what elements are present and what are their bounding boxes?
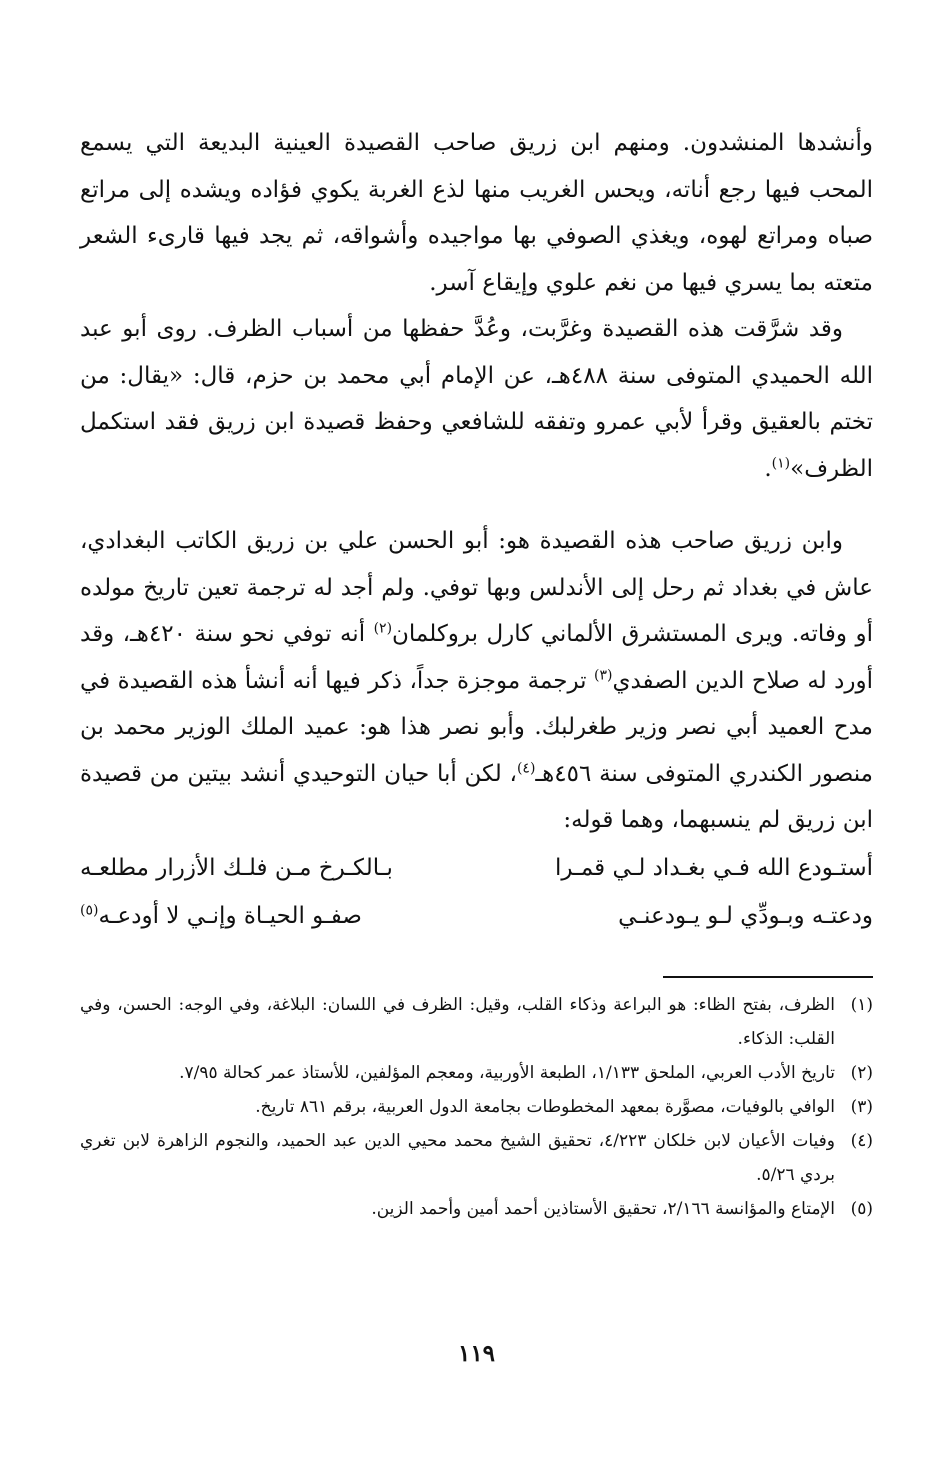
footnote-number: (٤) (850, 1130, 873, 1151)
paragraph-1-text: وأنشدها المنشدون. ومنهم ابن زريق صاحب القصيدة العينية البديعة التي يسمع المحب فيها رجع أناته، ويحس الغريب منها لذع الغربة يكوي فؤاده ويشده إلى مراتع صباه ومراتع لهوه، ويغذي الصوفي بها مواجيده وأشواقه، ثم يجد فيها قارىء الشعر متعته بما يسري فيها من نغم علوي وإيقاع آسر. (80, 130, 873, 296)
footnote-5 (80, 1192, 873, 1226)
footnote-divider (663, 976, 873, 978)
footnote-ref-2[interactable]: (٢) (373, 620, 393, 637)
footnote-3 (80, 1090, 873, 1124)
book-page (80, 120, 873, 1457)
footnote-ref-3[interactable]: (٣) (594, 666, 613, 683)
paragraph-gap (80, 492, 873, 518)
footnote-ref-1[interactable]: (١) (771, 454, 791, 471)
paragraph-3-text-a: وابن زريق صاحب هذه القصيدة هو: أبو الحسن علي بن زريق الكاتب البغدادي، عاش في بغداد ثم رحل إلى الأندلس وبها توفي. ولم أجد له ترجمة تعين تاريخ مولده أو وفاته. ويرى المستشرق الألماني كارل بروكلمان (80, 528, 873, 647)
page-number: ١١٩ (457, 1340, 496, 1367)
poem-verse-1 (80, 844, 873, 892)
verse-2-second-text: صفـو الحيـاة وإنـي لا أودعـه (98, 902, 362, 929)
verse-2-second-hemistich (80, 892, 362, 940)
footnote-number: (٣) (850, 1096, 873, 1117)
poem-verses (80, 844, 873, 940)
poem-verse-2 (80, 892, 873, 940)
footnote-text: تاريخ الأدب العربي، الملحق ١/١٣٣، الطبعة الأوربية، ومعجم المؤلفين، للأستاذ عمر كحالة ٧/٩٥. (179, 1062, 835, 1083)
paragraph-3-text-b: أنه توفي نحو سنة ٤٢٠هـ، وقد أورد له صلاح الدين الصفدي (80, 621, 873, 694)
paragraph-3-text-d: ، لكن أبا حيان التوحيدي أنشد بيتين من قصيدة ابن زريق لم ينسبهما، وهما قوله: (80, 760, 873, 833)
verse-2-first-hemistich: ودعتـه وبـودِّي لـو يـودعنـي (618, 902, 873, 929)
footnote-4 (80, 1124, 873, 1192)
footnotes (80, 988, 873, 1226)
paragraph-3 (80, 518, 873, 844)
paragraph-3-text-c: ترجمة موجزة جداً، ذكر فيها أنه أنشأ هذه القصيدة في مدح العميد أبي نصر وزير طغرلبك. وأبو نصر هذا هو: عميد الملك الوزير محمد بن منصور الكندري المتوفى سنة ٤٥٦هـ (80, 667, 874, 787)
paragraph-2-text: وقد شرَّقت هذه القصيدة وغرَّبت، وعُدَّ حفظها من أسباب الظرف. روى أبو عبد الله الحميدي المتوفى سنة ٤٨٨هـ، عن الإمام أبي محمد بن حزم، قال: «يقال: من تختم بالعقيق وقرأ لأبي عمرو وتفقه للشافعي وحفظ قصيدة ابن زريق فقد استكمل الظرف» (80, 316, 873, 482)
footnote-number: (٢) (850, 1062, 873, 1083)
footnote-text: الظرف، بفتح الظاء: هو البراعة وذكاء القلب، وقيل: الظرف في اللسان: البلاغة، وفي الوجه: الحسن، وفي القلب: الذكاء. (80, 994, 835, 1049)
footnote-ref-4[interactable]: (٤) (516, 759, 536, 776)
verse-1-first-hemistich: أستـودع الله فـي بغـداد لـي قمـرا (555, 854, 873, 881)
paragraph-2-end: . (764, 455, 772, 482)
footnote-2 (80, 1056, 873, 1090)
footnote-text: وفيات الأعيان لابن خلكان ٤/٢٢٣، تحقيق الشيخ محمد محيي الدين عبد الحميد، والنجوم الزاهرة لابن تغري بردي ٥/٢٦. (80, 1130, 835, 1185)
footnote-text: الإمتاع والمؤانسة ٢/١٦٦، تحقيق الأستاذين أحمد أمين وأحمد الزين. (371, 1198, 835, 1219)
footnote-1 (80, 988, 873, 1056)
footnote-ref-5[interactable]: (٥) (80, 901, 99, 918)
footnote-text: الوافي بالوفيات، مصوَّرة بمعهد المخطوطات بجامعة الدول العربية، برقم ٨٦١ تاريخ. (255, 1096, 835, 1117)
paragraph-1 (80, 120, 873, 306)
paragraph-2 (80, 306, 873, 492)
footnote-number: (١) (850, 994, 873, 1015)
footnote-number: (٥) (850, 1198, 873, 1219)
verse-1-second-hemistich: بـالكـرخ مـن فلـك الأزرار مطلعـه (80, 854, 393, 881)
